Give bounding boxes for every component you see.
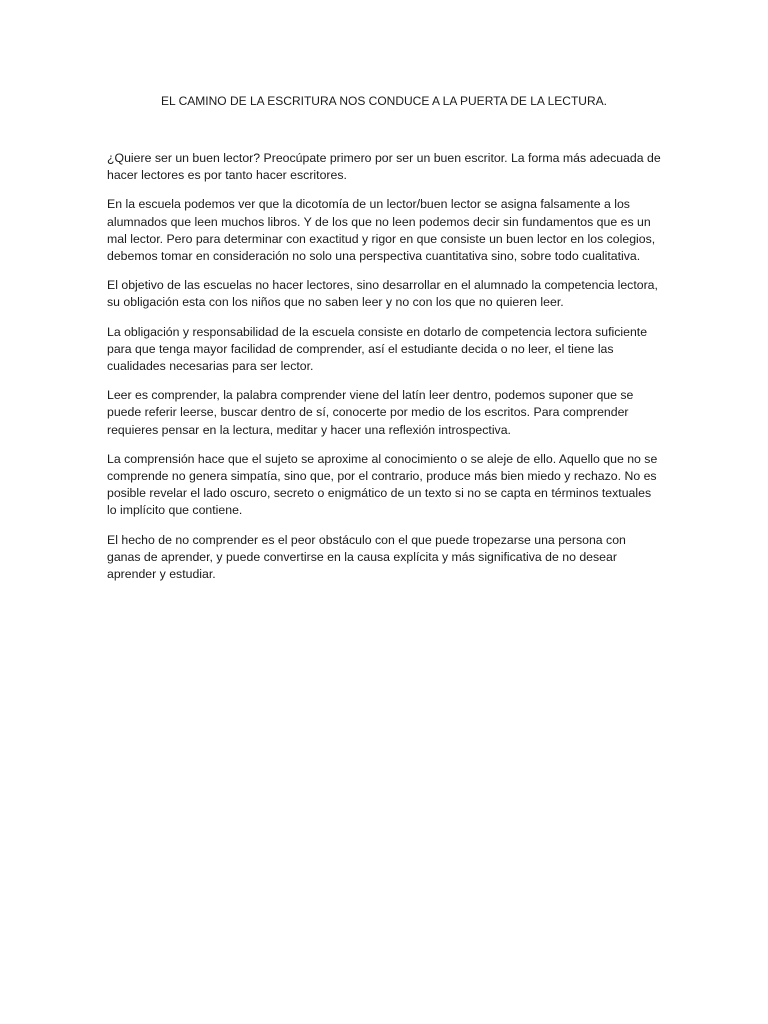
document-body xyxy=(107,150,662,595)
paragraph-4: La obligación y responsabilidad de la escuela consiste en dotarlo de competencia lectora suficiente para que tenga mayor facilidad de comprender, así el estudiante decida o no leer, el tiene las cualidades necesarias para ser lector. xyxy=(107,324,648,374)
paragraph-7: El hecho de no comprender es el peor obstáculo con el que puede tropezarse una persona con ganas de aprender, y puede convertirse en la causa explícita y más significativa de no desear aprender y estudiar. xyxy=(107,532,626,582)
paragraph-6: La comprensión hace que el sujeto se aproxime al conocimiento o se aleje de ello. Aquello que no se comprende no genera simpatía, sino que, por el contrario, produce más bien miedo y rechazo. No es posible revelar el lado oscuro, secreto o enigmático de un texto si no se capta en términos textuales lo implícito que contiene. xyxy=(107,451,658,518)
document-title: EL CAMINO DE LA ESCRITURA NOS CONDUCE A LA PUERTA DE LA LECTURA. xyxy=(161,94,607,108)
paragraph-5: Leer es comprender, la palabra comprender viene del latín leer dentro, podemos suponer que se puede referir leerse, buscar dentro de sí, conocerte por medio de los escritos. Para comprender requieres pensar en la lectura, meditar y hacer una reflexión introspectiva. xyxy=(107,388,634,437)
paragraph-2: En la escuela podemos ver que la dicotomía de un lector/buen lector se asigna falsamente a los alumnados que leen muchos libros. Y de los que no leen podemos decir sin fundamentos que es un mal lector. Pero para determinar con exactitud y rigor en que consiste un buen lector en los colegios, debemos tomar en consideración no solo una perspectiva cuantitativa sino, sobre todo cualitativa. xyxy=(107,197,656,264)
paragraph-3: El objetivo de las escuelas no hacer lectores, sino desarrollar en el alumnado la competencia lectora, su obligación esta con los niños que no saben leer y no con los que no quieren leer. xyxy=(107,278,658,310)
paragraph-1: ¿Quiere ser un buen lector? Preocúpate primero por ser un buen escritor. La forma más adecuada de hacer lectores es por tanto hacer escritores. xyxy=(107,151,661,183)
